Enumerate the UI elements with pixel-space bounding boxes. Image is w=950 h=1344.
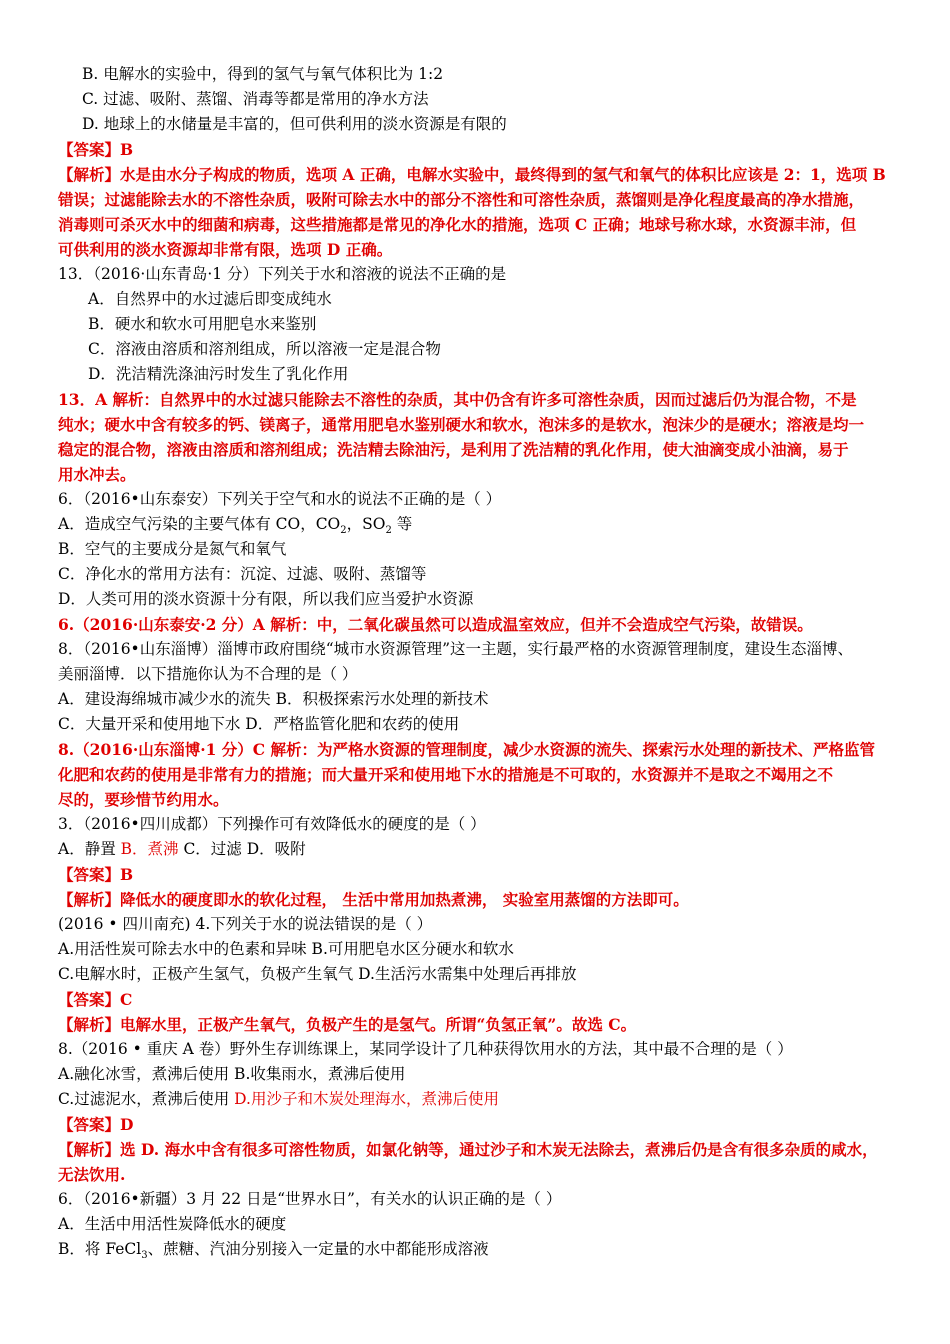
answer-value: D <box>120 1115 134 1134</box>
q8a-stem-line-2: 美丽淄博．以下措施你认为不合理的是（ ） <box>58 665 358 683</box>
analysis-text: 选 D. 海水中含有很多可溶性物质，如氯化钠等，通过沙子和木炭无法除去，煮沸后仍是含有很多杂质的咸水， <box>120 1140 878 1159</box>
answer-value: C <box>120 990 133 1009</box>
subscript: 2 <box>340 525 347 537</box>
analysis-text: 降低水的硬度即水的软化过程， 生活中常用加热煮沸， 实验室用蒸馏的方法即可。 <box>120 890 689 909</box>
answer-label: 【答案】 <box>58 140 121 159</box>
q3-answer <box>58 862 898 887</box>
q6a-option-b: B．空气的主要成分是氮气和氧气 <box>58 540 287 558</box>
q12-analysis-line-3: 消毒则可杀灭水中的细菌和病毒，这些措施都是常见的净化水的措施，选项 C 正确；地球号称水球，水资源丰沛，但 <box>58 215 857 234</box>
answer-label: 【答案】 <box>58 1115 121 1134</box>
q4-answer <box>58 987 898 1012</box>
q13-analysis-line-4: 用水冲去。 <box>58 465 136 484</box>
q6a-option-d: D．人类可用的淡水资源十分有限，所以我们应当爱护水资源 <box>58 590 474 608</box>
q8b-analysis-line-1 <box>58 1137 898 1162</box>
q13-option-b: B．硬水和软水可用肥皂水来鉴别 <box>88 315 317 333</box>
q6b-stem: 6．（2016•新疆）3 月 22 日是“世界水日”，有关水的认识正确的是（ ） <box>58 1190 562 1208</box>
q13-option-d: D．洗洁精洗涤油污时发生了乳化作用 <box>88 365 349 383</box>
q6a-option-a-text: A．造成空气污染的主要气体有 CO，CO <box>58 515 341 533</box>
analysis-label: 【解析】 <box>58 1015 121 1034</box>
subscript: 3 <box>141 1250 148 1262</box>
q13-analysis-line-1: 13．A 解析：自然界中的水过滤只能除去不溶性的杂质，其中仍含有许多可溶性杂质，因而过滤后仍为混合物，不是 <box>58 390 857 409</box>
q12-option-b: B. 电解水的实验中，得到的氢气与氧气体积比为 1:2 <box>82 65 444 83</box>
q8a-analysis-line-1: 8.（2016·山东淄博·1 分）C 解析：为严格水资源的管理制度，减少水资源的流失、探索污水处理的新技术、严格监管 <box>58 740 876 759</box>
q3-option-b: B．煮沸 <box>120 840 179 858</box>
q13-option-a: A．自然界中的水过滤后即变成纯水 <box>88 290 332 308</box>
q6a-analysis: 6.（2016·山东泰安·2 分）A 解析：中，二氧化碳虽然可以造成温室效应，但并不会造成空气污染，故错误。 <box>58 615 813 634</box>
q4-options-ab: A.用活性炭可除去水中的色素和异味 B.可用肥皂水区分硬水和软水 <box>58 940 514 958</box>
q13-analysis-line-2: 纯水；硬水中含有较多的钙、镁离子，通常用肥皂水鉴别硬水和软水，泡沫多的是软水，泡沫少的是硬水；溶液是均一 <box>58 415 865 434</box>
q6b-option-b <box>58 1237 898 1268</box>
q6b-option-b-text: B．将 FeCl <box>58 1240 142 1258</box>
q12-option-c: C. 过滤、吸附、蒸馏、消毒等都是常用的净水方法 <box>82 90 429 108</box>
q8b-stem: 8.（2016 • 重庆 A 卷）野外生存训练课上，某同学设计了几种获得饮用水的方法，其中最不合理的是（ ） <box>58 1040 793 1058</box>
q8a-analysis-line-2: 化肥和农药的使用是非常有力的措施；而大量开采和使用地下水的措施是不可取的，水资源并不是取之不竭用之不 <box>58 765 834 784</box>
q12-analysis-line-1: 【解析】水是由水分子构成的物质，选项 A 正确，电解水实验中，最终得到的氢气和氧气的体积比应该是 2：1，选项 B <box>58 165 886 184</box>
q12-analysis-line-4: 可供利用的淡水资源却非常有限，选项 D 正确。 <box>58 240 393 259</box>
q8b-options-ab: A.融化冰雪，煮沸后使用 B.收集雨水，煮沸后使用 <box>58 1065 406 1083</box>
q8b-option-d: D.用沙子和木炭处理海水，煮沸后使用 <box>234 1090 499 1108</box>
answer-label: 【答案】 <box>58 865 121 884</box>
q3-stem: 3．（2016•四川成都）下列操作可有效降低水的硬度的是（ ） <box>58 815 486 833</box>
q8a-analysis-line-3: 尽的，要珍惜节约用水。 <box>58 790 229 809</box>
q8a-options-ab: A．建设海绵城市减少水的流失 B．积极探索污水处理的新技术 <box>58 690 489 708</box>
subscript-2: 2 <box>385 525 392 537</box>
q4-analysis <box>58 1012 898 1037</box>
analysis-text: 电解水里，正极产生氧气，负极产生的是氢气。所谓“负氢正氧”。故选 C。 <box>120 1015 637 1034</box>
q8b-option-c: C.过滤泥水，煮沸后使用 <box>58 1090 235 1108</box>
q3-options <box>58 837 898 862</box>
q3-analysis <box>58 887 898 912</box>
q13-option-c: C．溶液由溶质和溶剂组成，所以溶液一定是混合物 <box>88 340 441 358</box>
analysis-label: 【解析】 <box>58 890 121 909</box>
q8b-options-cd <box>58 1087 898 1112</box>
q6a-option-c: C．净化水的常用方法有：沉淀、过滤、吸附、蒸馏等 <box>58 565 427 583</box>
q8b-analysis-line-2: 无法饮用. <box>58 1165 126 1184</box>
q12-option-d: D. 地球上的水储量是丰富的，但可供利用的淡水资源是有限的 <box>82 115 507 133</box>
q12-analysis-line-2: 错误；过滤能除去水的不溶性杂质，吸附可除去水中的部分不溶性和可溶性杂质，蒸馏则是净化程度最高的净水措施， <box>58 190 865 209</box>
q6a-stem: 6．（2016•山东泰安）下列关于空气和水的说法不正确的是（ ） <box>58 490 502 508</box>
q8a-stem-line-1: 8．（2016•山东淄博）淄博市政府围绕“城市水资源管理”这一主题，实行最严格的水资源管理制度，建设生态淄博、 <box>58 640 854 658</box>
answer-value: B <box>120 865 134 884</box>
q3-option-a: A．静置 <box>58 840 121 858</box>
q13-analysis-line-3: 稳定的混合物，溶液由溶质和溶剂组成；洗洁精去除油污，是利用了洗洁精的乳化作用，使大油滴变成小油滴，易于 <box>58 440 849 459</box>
q13-stem: 13．（2016·山东青岛·1 分）下列关于水和溶液的说法不正确的是 <box>58 265 507 283</box>
q4-options-cd: C.电解水时，正极产生氢气，负极产生氧气 D.生活污水需集中处理后再排放 <box>58 965 577 983</box>
q6b-option-a: A．生活中用活性炭降低水的硬度 <box>58 1215 287 1233</box>
q3-option-cd: C．过滤 D．吸附 <box>178 840 306 858</box>
analysis-label: 【解析】 <box>58 1140 121 1159</box>
q8b-answer <box>58 1112 898 1137</box>
q6a-option-a-text-3: 等 <box>391 515 413 533</box>
q6a-option-a-text-2: ，SO <box>346 515 386 533</box>
answer-value: B <box>120 140 134 159</box>
q4-stem: (2016 • 四川南充) 4.下列关于水的说法错误的是（ ） <box>58 915 433 933</box>
q12-answer <box>58 137 898 162</box>
q8a-options-cd: C．大量开采和使用地下水 D．严格监管化肥和农药的使用 <box>58 715 460 733</box>
q6b-option-b-text-2: 、蔗糖、汽油分别接入一定量的水中都能形成溶液 <box>147 1240 489 1258</box>
answer-label: 【答案】 <box>58 990 121 1009</box>
